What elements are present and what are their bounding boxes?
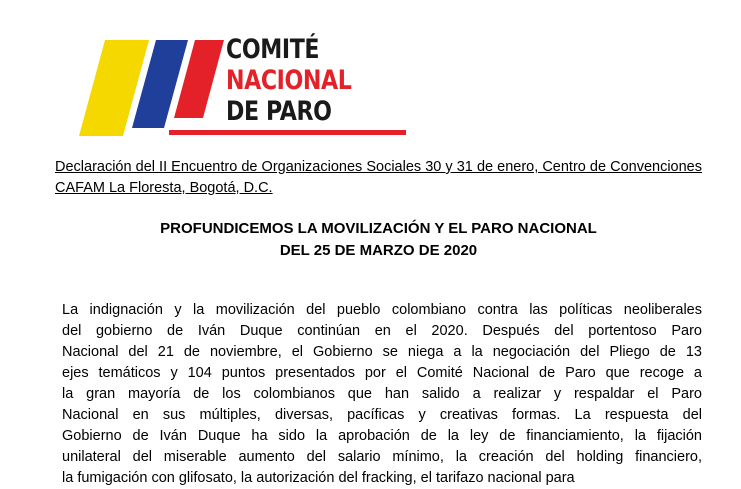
logo-line-3: DE PARO — [226, 96, 332, 127]
document-heading — [55, 218, 702, 262]
logo-wordmark — [226, 34, 374, 127]
flag-stripes-icon — [79, 32, 224, 138]
body-line: Nacional del 21 de noviembre, el Gobierno se niega a la negociación del Pliego de 13 — [62, 344, 702, 360]
body-line: la fumigación con glifosato, la autorización del fracking, el tarifazo nacional para — [62, 470, 575, 486]
body-line: ejes temáticos y 104 puntos presentados por el Comité Nacional de Paro que recoge a — [62, 365, 702, 381]
heading-line-1: PROFUNDICEMOS LA MOVILIZACIÓN Y EL PARO NACIONAL — [160, 220, 597, 237]
declaration-subtitle: Declaración del II Encuentro de Organizaciones Sociales 30 y 31 de enero, Centro de Convenciones CAFAM La Floresta, Bogotá, D.C. — [55, 159, 702, 196]
logo-line-2: NACIONAL — [226, 65, 352, 96]
body-line: unilateral del miserable aumento del salario mínimo, la creación del holding financiero, — [62, 449, 702, 465]
logo-underline — [169, 130, 406, 135]
body-line: del gobierno de Iván Duque continúan en el 2020. Después del portentoso Paro — [62, 323, 702, 339]
heading-line-2: DEL 25 DE MARZO DE 2020 — [279, 242, 478, 259]
body-line: Gobierno de Iván Duque ha sido la aprobación de la ley de financiamiento, la fijación — [62, 428, 702, 444]
body-line: la gran mayoría de los colombianos que han salido a realizar y respaldar el Paro — [62, 386, 702, 402]
body-paragraph — [62, 300, 702, 489]
body-line: Nacional en sus múltiples, diversas, pacíficas y creativas formas. La respuesta del — [62, 407, 702, 423]
body-line: La indignación y la movilización del pueblo colombiano contra las políticas neoliberales — [62, 302, 702, 318]
logo-line-1: COMITÉ — [226, 34, 320, 65]
comite-logo — [79, 32, 409, 138]
